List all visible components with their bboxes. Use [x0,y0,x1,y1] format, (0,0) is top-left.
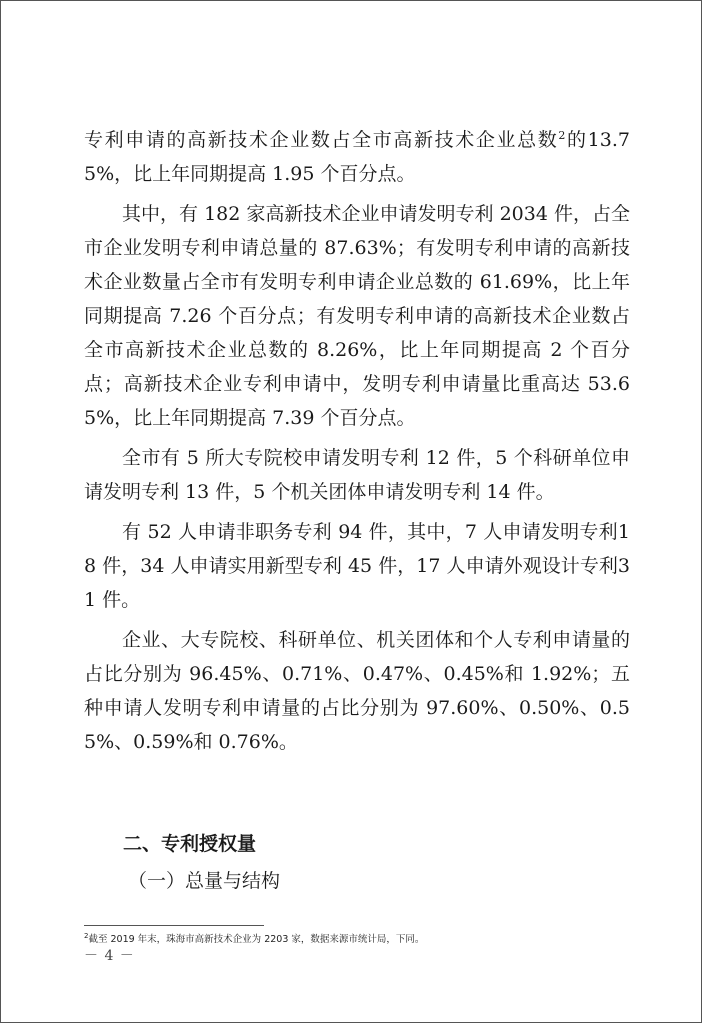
footnote-marker: 2 [84,932,89,940]
section-heading: 二、专利授权量 [123,833,257,855]
paragraph-4: 有 52 人申请非职务专利 94 件，其中，7 人申请发明专利18 件，34 人申请实用新型专利 45 件，17 人申请外观设计专利31 件。 [84,521,630,611]
footnote-divider [84,925,264,926]
paragraph-3: 全市有 5 所大专院校申请发明专利 12 件，5 个科研单位申请发明专利 13 件，5 个机关团体申请发明专利 14 件。 [84,447,630,503]
footnote-ref[interactable]: 2 [558,129,566,142]
body-text [84,123,630,759]
subsection-heading: （一）总量与结构 [128,870,281,892]
paragraph-5: 企业、大专院校、科研单位、机关团体和个人专利申请量的占比分别为 96.45%、0.71%、0.47%、0.45%和 1.92%；五种申请人发明专利申请量的占比分别为 97.60%、0.50%、0.55%、0.59%和 0.76%。 [84,629,630,753]
footnote [84,933,424,947]
paragraph-2: 其中，有 182 家高新技术企业申请发明专利 2034 件，占全市企业发明专利申请总量的 87.63%；有发明专利申请的高新技术企业数量占全市有发明专利申请企业总数的 61.69%，比上年同期提高 7.26 个百分点；有发明专利申请的高新技术企业数占全市高新技术企业总数的 8.26%，比上年同期提高 2 个百分点；高新技术企业专利申请中，发明专利申请量比重高达 53.65%，比上年同期提高 7.39 个百分点。 [84,203,630,429]
footnote-text: 截至 2019 年末，珠海市高新技术企业为 2203 家，数据来源市统计局，下同。 [88,934,425,945]
page-number: － 4 － [84,948,135,964]
paragraph-1-text: 专利申请的高新技术企业数占全市高新技术企业总数 [84,129,559,151]
paragraph-1 [84,123,630,191]
paragraph-1-text-cont: 的13.75%，比上年同期提高 1.95 个百分点。 [84,129,630,185]
